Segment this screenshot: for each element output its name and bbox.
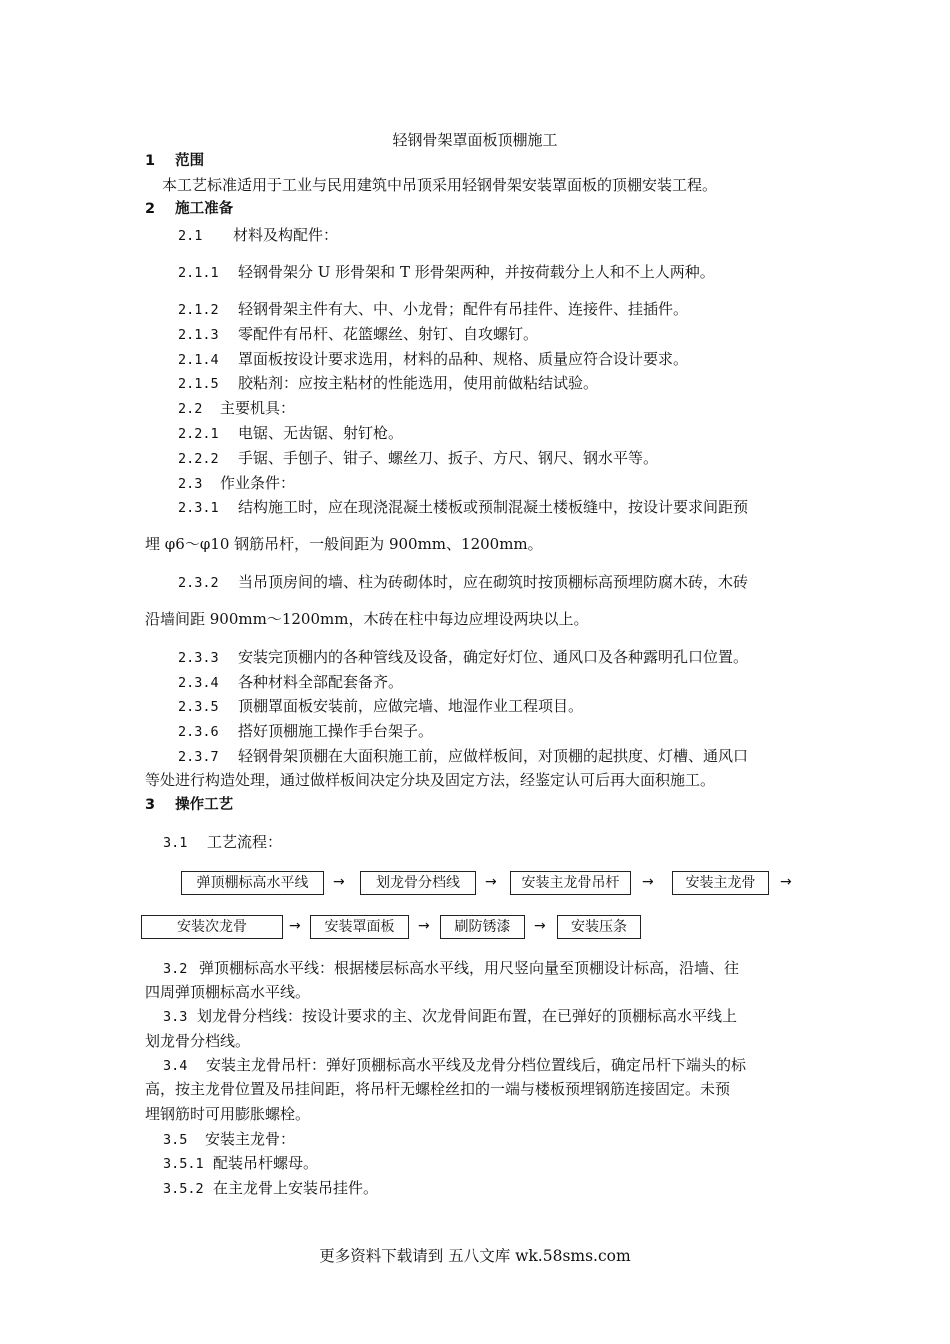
item-2-1-3 [178,324,538,345]
section-title: 范围 [175,153,205,169]
item-number: 3.5 [163,1132,188,1148]
flow-step: 安装主龙骨吊杆 [510,871,631,895]
item-number: 2.1.1 [178,265,219,281]
item-3-4-cont: 埋钢筋时可用膨胀螺栓。 [145,1105,311,1123]
item-text: 结构施工时，应在现浇混凝土楼板或预制混凝土楼板缝中，按设计要求间距预 [238,498,749,516]
item-text: 顶棚罩面板安装前，应做完墙、地湿作业工程项目。 [238,697,584,715]
flow-step: 刷防锈漆 [440,915,525,939]
flow-step: 安装主龙骨 [672,871,769,895]
item-number: 2.1.2 [178,302,219,318]
item-number: 3.3 [163,1009,188,1025]
flow-arrow-icon: → [418,918,430,934]
item-2-3-1 [178,497,748,518]
item-2-2-2 [178,448,658,469]
flow-arrow-icon: → [485,874,497,890]
flow-step: 安装压条 [557,915,641,939]
section-number: 1 [145,153,156,169]
item-3-5-1 [163,1153,318,1174]
item-2-3 [178,473,295,494]
item-number: 3.2 [163,961,188,977]
item-2-3-7-cont: 等处进行构造处理，通过做样板间决定分块及固定方法，经鉴定认可后再大面积施工。 [145,771,716,789]
item-2-3-2 [178,572,748,593]
item-text: 主要机具： [220,399,296,417]
item-number: 2.1 [178,228,203,244]
item-number: 2.2.1 [178,426,219,442]
item-text: 电锯、无齿锯、射钉枪。 [238,424,404,442]
item-3-3-cont: 划龙骨分档线。 [145,1032,251,1050]
item-text: 配装吊杆螺母。 [213,1154,319,1172]
section-title: 操作工艺 [175,797,234,813]
item-2-3-2-cont: 沿墙间距 900mm～1200mm，木砖在柱中每边应埋设两块以上。 [145,610,589,628]
item-number: 2.2 [178,401,203,417]
item-2-3-5 [178,696,583,717]
item-2-2-1 [178,423,403,444]
item-3-2-cont: 四周弹顶棚标高水平线。 [145,983,311,1001]
item-number: 2.2.2 [178,451,219,467]
footer-link[interactable]: 更多资料下载请到 五八文库 wk.58sms.com [319,1247,631,1265]
item-text: 零配件有吊杆、花篮螺丝、射钉、自攻螺钉。 [238,325,539,343]
item-text: 在主龙骨上安装吊挂件。 [213,1179,379,1197]
item-text: 安装主龙骨吊杆：弹好顶棚标高水平线及龙骨分档位置线后，确定吊杆下端头的标 [206,1056,747,1074]
item-text: 划龙骨分档线：按设计要求的主、次龙骨间距布置，在已弹好的顶棚标高水平线上 [197,1007,738,1025]
item-2-3-6 [178,721,433,742]
item-text: 安装主龙骨： [205,1130,296,1148]
flow-arrow-icon: → [642,874,654,890]
item-text: 作业条件： [220,474,296,492]
flow-arrow-icon: → [333,874,345,890]
item-number: 2.3.6 [178,724,219,740]
item-3-1 [163,832,282,853]
item-text: 各种材料全部配套备齐。 [238,673,404,691]
item-number: 2.1.3 [178,327,219,343]
item-text: 罩面板按设计要求选用，材料的品种、规格、质量应符合设计要求。 [238,350,689,368]
flow-arrow-icon: → [289,918,301,934]
item-number: 2.1.4 [178,352,219,368]
item-number: 3.1 [163,835,188,851]
flow-arrow-icon: → [780,874,792,890]
section-number: 2 [145,201,156,217]
item-2-1-1 [178,262,715,283]
item-text: 搭好顶棚施工操作手台架子。 [238,722,434,740]
item-text: 手锯、手刨子、钳子、螺丝刀、扳子、方尺、钢尺、钢水平等。 [238,449,659,467]
item-text: 轻钢骨架主件有大、中、小龙骨；配件有吊挂件、连接件、挂插件。 [238,300,689,318]
item-text: 工艺流程： [207,833,283,851]
flow-step: 划龙骨分档线 [360,871,476,895]
item-2-3-7 [178,746,748,767]
item-text: 胶粘剂：应按主粘材的性能选用，使用前做粘结试验。 [238,374,599,392]
flow-step: 弹顶棚标高水平线 [181,871,324,895]
section-1-heading [145,151,204,171]
item-2-2 [178,398,295,419]
section-number: 3 [145,797,156,813]
item-3-4-cont: 高，按主龙骨位置及吊挂间距，将吊杆无螺栓丝扣的一端与楼板预埋钢筋连接固定。未预 [145,1080,731,1098]
section-3-heading [145,795,233,815]
item-3-4 [163,1055,746,1076]
item-2-3-3 [178,647,748,668]
section-title: 施工准备 [175,201,234,217]
item-text: 材料及构配件： [233,226,339,244]
item-2-1 [178,225,338,246]
item-3-2 [163,958,739,979]
item-2-1-4 [178,349,688,370]
item-number: 3.4 [163,1058,188,1074]
item-2-3-4 [178,672,403,693]
item-number: 3.5.2 [163,1181,204,1197]
section-1-body: 本工艺标准适用于工业与民用建筑中吊顶采用轻钢骨架安装罩面板的顶棚安装工程。 [162,176,718,194]
item-number: 2.1.5 [178,376,219,392]
item-3-3 [163,1006,737,1027]
item-text: 轻钢骨架顶棚在大面积施工前，应做样板间，对顶棚的起拱度、灯槽、通风口 [238,747,749,765]
item-2-3-1-cont: 埋 φ6～φ10 钢筋吊杆，一般间距为 900mm、1200mm。 [145,535,543,553]
item-2-1-2 [178,299,688,320]
item-text: 轻钢骨架分 U 形骨架和 T 形骨架两种，并按荷载分上人和不上人两种。 [238,263,715,281]
item-text: 弹顶棚标高水平线：根据楼层标高水平线，用尺竖向量至顶棚设计标高，沿墙、往 [199,959,740,977]
document-title: 轻钢骨架罩面板顶棚施工 [392,131,558,149]
flow-step: 安装罩面板 [310,915,409,939]
item-3-5 [163,1129,295,1150]
item-number: 2.3.7 [178,749,219,765]
item-3-5-2 [163,1178,378,1199]
section-2-heading [145,199,233,219]
item-text: 安装完顶棚内的各种管线及设备，确定好灯位、通风口及各种露明孔口位置。 [238,648,749,666]
item-2-1-5 [178,373,598,394]
item-number: 2.3 [178,476,203,492]
item-number: 3.5.1 [163,1156,204,1172]
flow-arrow-icon: → [534,918,546,934]
item-number: 2.3.5 [178,699,219,715]
item-number: 2.3.2 [178,575,219,591]
item-number: 2.3.4 [178,675,219,691]
item-text: 当吊顶房间的墙、柱为砖砌体时，应在砌筑时按顶棚标高预埋防腐木砖，木砖 [238,573,749,591]
flow-step: 安装次龙骨 [141,915,283,939]
item-number: 2.3.3 [178,650,219,666]
item-number: 2.3.1 [178,500,219,516]
